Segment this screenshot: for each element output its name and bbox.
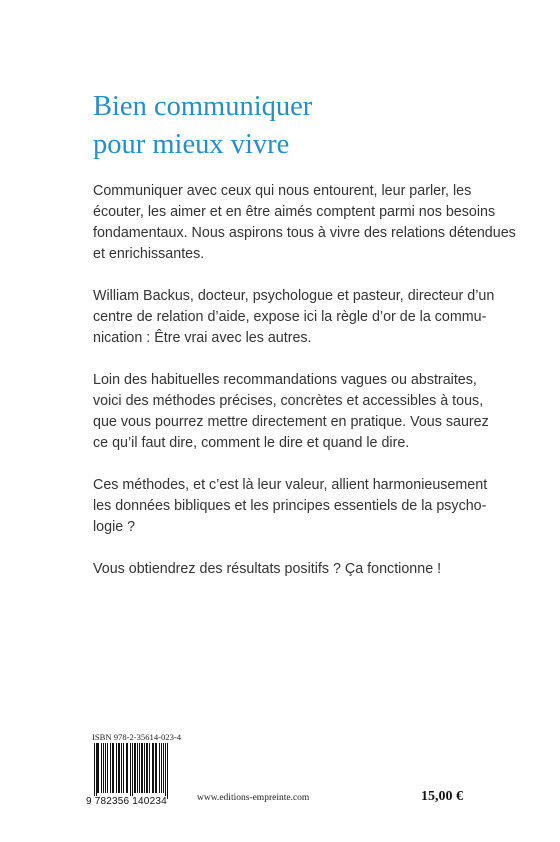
book-title [93,88,312,164]
text-line: centre de relation d’aide, expose ici la règle d’or de la commu- [93,309,487,325]
text-line: les données bibliques et les principes essentiels de la psycho- [93,498,487,514]
barcode-guard-bar [132,743,133,799]
blurb-paragraph-2 [93,286,495,349]
blurb-paragraph-3 [93,370,489,454]
barcode-bar [141,743,143,793]
barcode-bar [118,743,120,793]
barcode-bar [97,743,99,793]
barcode-bar [144,743,145,793]
barcode-bar [110,743,111,793]
barcode-bar [126,743,128,793]
blurb-paragraph-1 [93,181,516,265]
text-line: écouter, les aimer et en être aimés comptent parmi nos besoins [93,204,496,220]
blurb [93,181,516,580]
barcode-guard-bar [94,743,95,799]
barcode-bar [152,743,154,793]
barcode-guard-bar [130,743,131,799]
barcode-bar [161,743,162,793]
barcode-bar [139,743,140,793]
text-line: et enrichissantes. [93,246,205,262]
barcode-bar [123,743,124,793]
barcode-bar [137,743,138,793]
text-line: William Backus, docteur, psychologue et pasteur, directeur d’un [93,288,495,304]
barcode-bar [155,743,157,793]
barcode-guard-bar [167,743,168,799]
text-line: fondamentaux. Nous aspirons tous à vivre des relations détendues [93,225,516,241]
barcode-bar [103,743,104,793]
publisher-website: www.editions-empreinte.com [197,793,310,803]
barcode-bar [149,743,150,793]
barcode-guard-bar [165,743,166,799]
text-line: Vous obtiendrez des résultats positifs ? Ça fonctionne ! [93,561,442,577]
barcode-bar [121,743,122,793]
barcode-bar [134,743,136,793]
text-line: ce qu’il faut dire, comment le dire et quand le dire. [93,435,410,451]
title-line-2: pour mieux vivre [93,129,290,160]
barcode-bar [159,743,160,793]
text-line: que vous pourrez mettre directement en pratique. Vous saurez [93,414,489,430]
text-line: Loin des habituelles recommandations vagues ou abstraites, [93,372,477,388]
barcode-bars [86,743,191,799]
barcode-bar [107,743,108,793]
blurb-paragraph-5 [93,559,473,580]
isbn-label: ISBN 978-2-35614-023-4 [92,732,182,742]
barcode-bar [105,743,106,793]
barcode-bar [101,743,102,793]
barcode-bar [163,743,164,793]
barcode-guard-bar [96,743,97,799]
barcode-bar [116,743,117,793]
text-line: logie ? [93,519,136,535]
title-line-1: Bien communiquer [93,91,313,122]
barcode-bar [112,743,114,793]
blurb-paragraph-4 [93,475,488,538]
text-line: voici des méthodes précises, concrètes et accessibles à tous, [93,393,484,409]
barcode-digits: 9 782356 140234 [86,796,167,807]
text-line: Communiquer avec ceux qui nous entourent, leur parler, les [93,183,472,199]
price: 15,00 € [421,789,463,804]
barcode-bar [146,743,148,793]
text-line: Ces méthodes, et c’est là leur valeur, allient harmonieusement [93,477,488,493]
text-line: nication : Être vrai avec les autres. [93,330,312,346]
